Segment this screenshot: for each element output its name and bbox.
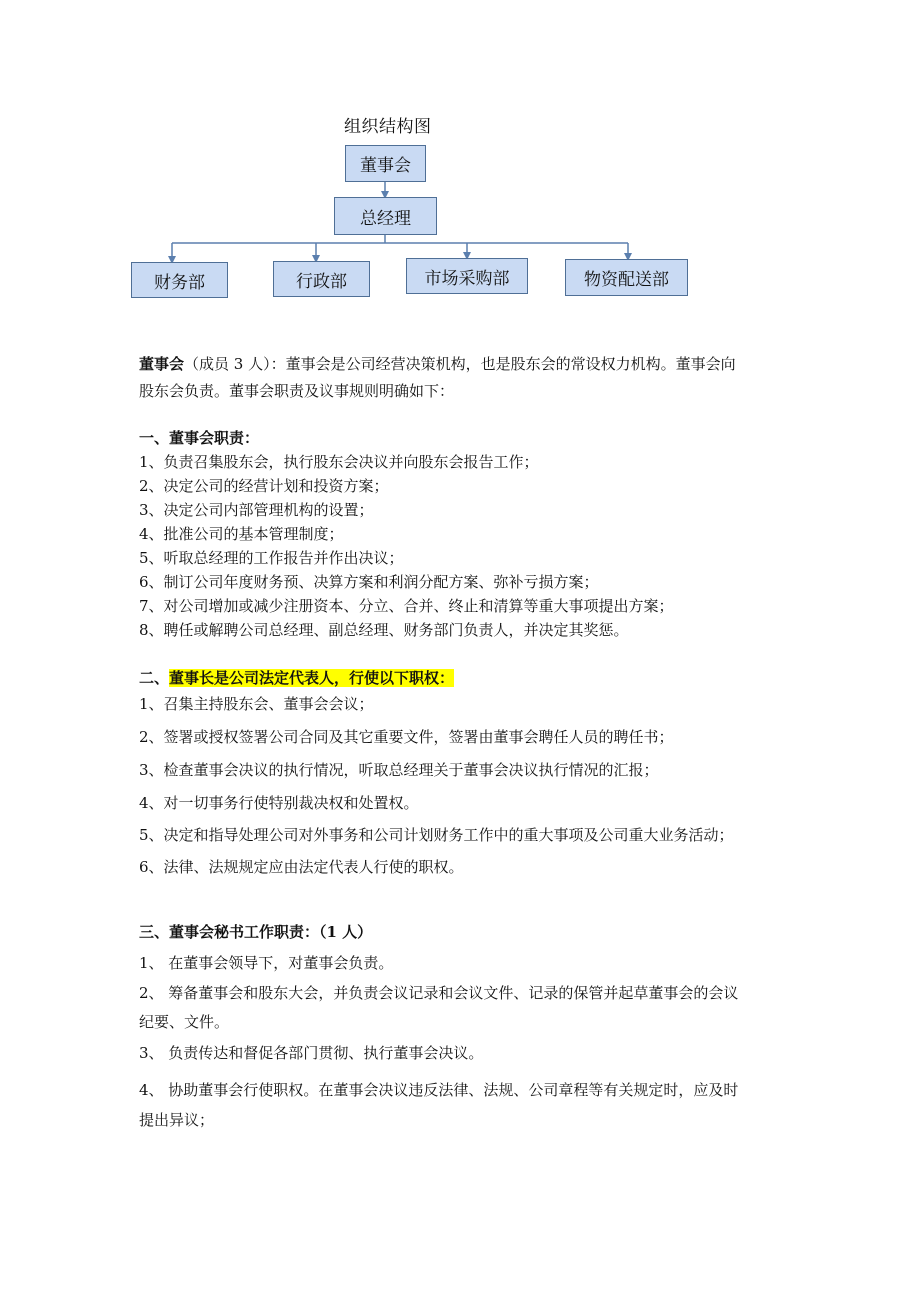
section3-line-1: 1、 在董事会领导下，对董事会负责。: [139, 954, 394, 972]
section2-item-5: 5、决定和指导处理公司对外事务和公司计划财务工作中的重大事项及公司重大业务活动；: [139, 826, 734, 844]
org-node-board: 董事会: [345, 145, 426, 182]
org-node-admin: 行政部: [273, 261, 370, 297]
section1-item-1: 1、负责召集股东会，执行股东会决议并向股东会报告工作；: [139, 453, 539, 471]
org-node-logistics: 物资配送部: [565, 259, 688, 296]
section2-item-4: 4、对一切事务行使特别裁决权和处置权。: [139, 794, 419, 812]
section3-line-2: 2、 筹备董事会和股东大会，并负责会议记录和会议文件、记录的保管并起草董事会的会议: [139, 984, 739, 1002]
section1-item-7: 7、对公司增加或减少注册资本、分立、合并、终止和清算等重大事项提出方案；: [139, 597, 674, 615]
org-node-finance: 财务部: [131, 262, 228, 298]
section3-line-4: 3、 负责传达和督促各部门贯彻、执行董事会决议。: [139, 1044, 484, 1062]
section1-item-8: 8、聘任或解聘公司总经理、副总经理、财务部门负责人，并决定其奖惩。: [139, 621, 629, 639]
section2-item-6: 6、法律、法规规定应由法定代表人行使的职权。: [139, 858, 464, 876]
section2-heading: [139, 667, 454, 689]
section2-item-3: 3、检查董事会决议的执行情况，听取总经理关于董事会决议执行情况的汇报；: [139, 761, 659, 779]
intro-line-2: 股东会负责。董事会职责及议事规则明确如下：: [139, 382, 455, 400]
section2-item-2: 2、签署或授权签署公司合同及其它重要文件，签署由董事会聘任人员的聘任书；: [139, 728, 674, 746]
section3-line-3: 纪要、文件。: [139, 1013, 230, 1031]
org-node-gm: 总经理: [334, 197, 437, 235]
intro-line1-text: （成员 3 人）：董事会是公司经营决策机构，也是股东会的常设权力机构。董事会向: [184, 355, 736, 373]
section2-item-1: 1、召集主持股东会、董事会会议；: [139, 695, 374, 713]
intro-lead: 董事会: [139, 355, 185, 373]
section3-line-5: 4、 协助董事会行使职权。在董事会决议违反法律、法规、公司章程等有关规定时，应及时: [139, 1081, 739, 1099]
intro-line-1: [139, 353, 736, 375]
org-node-market-purchasing: 市场采购部: [406, 258, 528, 294]
section1-heading: 一、董事会职责：: [139, 429, 260, 447]
section1-item-4: 4、批准公司的基本管理制度；: [139, 525, 344, 543]
org-chart-title: 组织结构图: [344, 117, 432, 137]
section1-item-3: 3、决定公司内部管理机构的设置；: [139, 501, 374, 519]
section1-item-2: 2、决定公司的经营计划和投资方案；: [139, 477, 389, 495]
section2-heading-prefix: 二、: [139, 669, 170, 687]
section1-item-5: 5、听取总经理的工作报告并作出决议；: [139, 549, 404, 567]
section3-line-6: 提出异议；: [139, 1111, 215, 1129]
section2-heading-highlight: 董事长是公司法定代表人，行使以下职权：: [169, 669, 455, 687]
section1-item-6: 6、制订公司年度财务预、决算方案和利润分配方案、弥补亏损方案；: [139, 573, 599, 591]
section3-heading: 三、董事会秘书工作职责：（1 人）: [139, 923, 373, 941]
